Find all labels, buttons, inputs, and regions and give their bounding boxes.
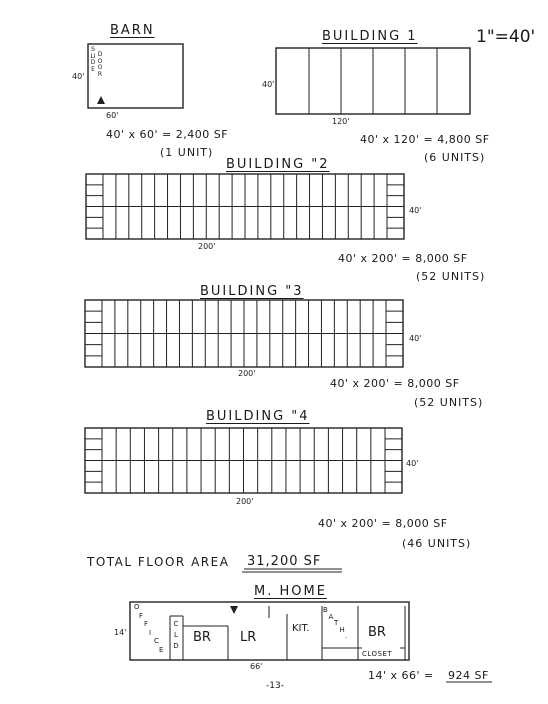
letter: H — [339, 625, 345, 634]
building3-height-label: 40' — [409, 334, 422, 343]
entry-marker — [230, 606, 238, 614]
building3-width-label: 200' — [238, 369, 256, 378]
mhome-width-label: 66' — [250, 662, 263, 671]
building1-width-label: 120' — [332, 117, 350, 126]
building4-units: (46 UNITS) — [402, 537, 472, 550]
building1-plan — [276, 48, 470, 114]
building4-height-label: 40' — [406, 459, 419, 468]
barn-title: BARN — [110, 23, 155, 38]
mhome-office-label — [134, 603, 174, 659]
barn-door-marker — [97, 96, 105, 104]
barn-calc: 40' x 60' = 2,400 SF — [106, 128, 229, 141]
barn-height-label: 40' — [72, 72, 85, 81]
mhome-lr: LR — [240, 630, 257, 645]
mhome-calc-value: 924 SF — [448, 669, 489, 682]
letter: I — [149, 628, 152, 637]
letter: A — [328, 612, 334, 621]
mhome-title: M. HOME — [254, 584, 327, 599]
scale-note: 1"=40' — [476, 27, 536, 47]
letter: C — [154, 637, 159, 645]
barn-units: (1 UNIT) — [160, 146, 214, 159]
building2-width-label: 200' — [198, 242, 216, 251]
mhome-bath-label — [323, 606, 357, 646]
building2-plan — [86, 174, 404, 239]
total-value: 31,200 SF — [247, 554, 322, 569]
building2-calc: 40' x 200' = 8,000 SF — [338, 252, 468, 265]
mhome-br1: BR — [193, 630, 211, 645]
building3-calc: 40' x 200' = 8,000 SF — [330, 377, 460, 390]
building4-title: BUILDING "4 — [206, 409, 310, 424]
building3-title: BUILDING "3 — [200, 284, 304, 299]
mhome-height-label: 14' — [114, 628, 127, 637]
mhome-calc: 14' x 66' = — [368, 669, 434, 682]
mhome-closet-cld: CLD — [173, 620, 179, 650]
building4-calc: 40' x 200' = 8,000 SF — [318, 517, 448, 530]
mhome-kit: KIT. — [292, 623, 310, 634]
barn-slide-label: SLIDE — [90, 46, 96, 73]
letter: . — [345, 632, 348, 640]
barn-width-label: 60' — [106, 111, 119, 120]
building2-units: (52 UNITS) — [416, 270, 486, 283]
building1-height-label: 40' — [262, 80, 275, 89]
building2-height-label: 40' — [409, 206, 422, 215]
mhome-br2: BR — [368, 625, 386, 640]
building4-plan — [85, 428, 402, 493]
page-number: -13- — [266, 681, 284, 691]
letter: T — [334, 619, 339, 627]
letter: F — [139, 611, 144, 620]
building3-plan — [85, 300, 403, 367]
building1-calc: 40' x 120' = 4,800 SF — [360, 133, 490, 146]
barn-door-label: DOOR — [97, 51, 103, 78]
building3-units: (52 UNITS) — [414, 396, 484, 409]
letter: B — [323, 606, 328, 614]
building1-title: BUILDING 1 — [322, 29, 418, 44]
letter: E — [159, 645, 164, 654]
building2-title: BUILDING "2 — [226, 157, 330, 172]
mhome-closet: CLOSET — [362, 650, 393, 658]
letter: F — [144, 620, 149, 628]
building1-units: (6 UNITS) — [424, 151, 486, 164]
total-label: TOTAL FLOOR AREA — [87, 555, 230, 569]
building4-width-label: 200' — [236, 497, 254, 506]
letter: O — [134, 603, 140, 611]
